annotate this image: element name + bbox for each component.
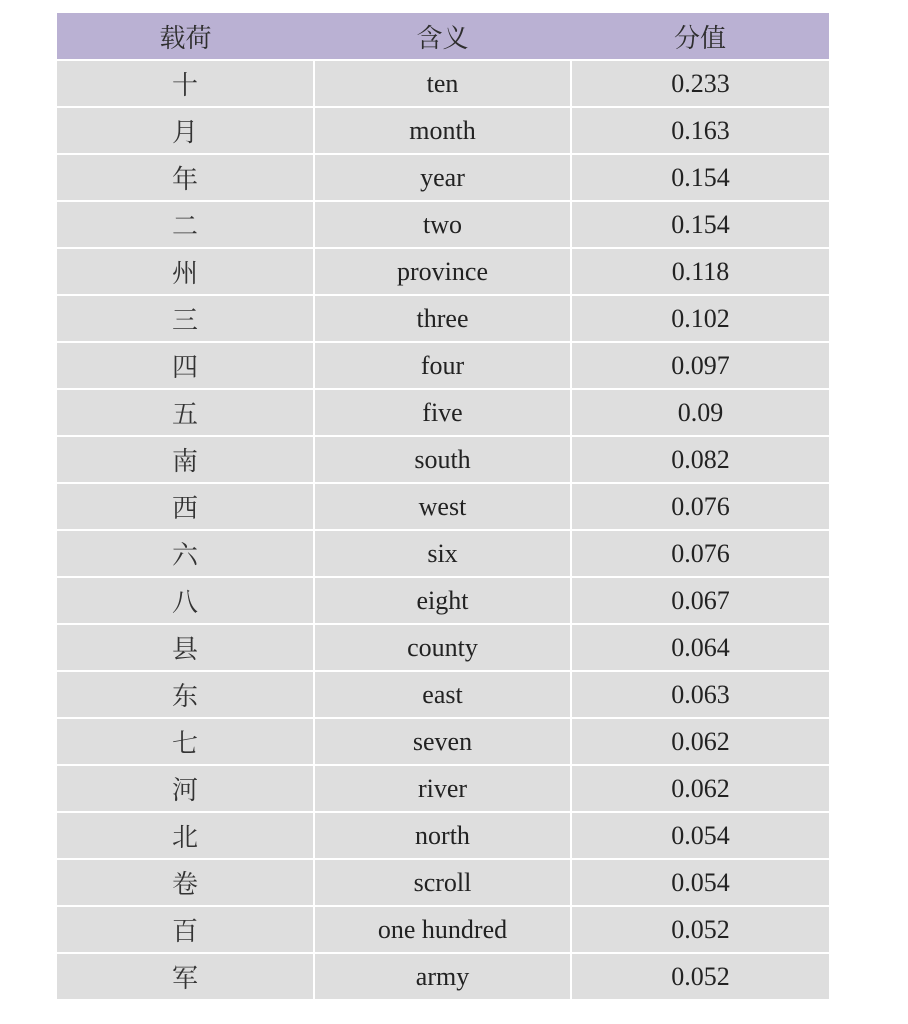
cell-score: 0.054 (571, 859, 829, 906)
table-body (57, 60, 829, 999)
cell-score: 0.09 (571, 389, 829, 436)
cell-meaning: army (314, 953, 571, 999)
cell-score: 0.067 (571, 577, 829, 624)
cell-load: 六 (57, 530, 314, 577)
table-row (57, 859, 829, 906)
cell-meaning: one hundred (314, 906, 571, 953)
cell-score: 0.063 (571, 671, 829, 718)
table-row (57, 812, 829, 859)
cell-load: 东 (57, 671, 314, 718)
table-caption-cropped (0, 0, 908, 10)
cell-score: 0.052 (571, 906, 829, 953)
table-row (57, 483, 829, 530)
cell-load: 四 (57, 342, 314, 389)
table-row (57, 718, 829, 765)
table-row (57, 107, 829, 154)
table-row (57, 248, 829, 295)
cell-meaning: river (314, 765, 571, 812)
cell-meaning: ten (314, 60, 571, 107)
cell-load: 卷 (57, 859, 314, 906)
cell-load: 二 (57, 201, 314, 248)
header-load: 载荷 (57, 13, 314, 60)
table-row (57, 906, 829, 953)
table-header-row (57, 13, 829, 60)
cell-load: 百 (57, 906, 314, 953)
cell-meaning: province (314, 248, 571, 295)
table-row (57, 60, 829, 107)
table-row (57, 577, 829, 624)
cell-load: 南 (57, 436, 314, 483)
cell-score: 0.062 (571, 765, 829, 812)
cell-score: 0.082 (571, 436, 829, 483)
cell-load: 军 (57, 953, 314, 999)
cell-load: 三 (57, 295, 314, 342)
cell-meaning: year (314, 154, 571, 201)
cell-load: 北 (57, 812, 314, 859)
cell-score: 0.233 (571, 60, 829, 107)
table-row (57, 342, 829, 389)
cell-score: 0.154 (571, 201, 829, 248)
cell-load: 年 (57, 154, 314, 201)
cell-meaning: west (314, 483, 571, 530)
cell-meaning: eight (314, 577, 571, 624)
cell-score: 0.064 (571, 624, 829, 671)
header-score: 分值 (571, 13, 829, 60)
cell-meaning: three (314, 295, 571, 342)
cell-score: 0.062 (571, 718, 829, 765)
table-row (57, 671, 829, 718)
cell-score: 0.118 (571, 248, 829, 295)
cell-load: 五 (57, 389, 314, 436)
cell-load: 月 (57, 107, 314, 154)
loadings-table (57, 13, 829, 999)
cell-meaning: month (314, 107, 571, 154)
cell-meaning: five (314, 389, 571, 436)
cell-score: 0.154 (571, 154, 829, 201)
table-row (57, 530, 829, 577)
cell-load: 河 (57, 765, 314, 812)
cell-meaning: two (314, 201, 571, 248)
cell-score: 0.076 (571, 530, 829, 577)
table-row (57, 389, 829, 436)
table-row (57, 154, 829, 201)
cell-meaning: six (314, 530, 571, 577)
cell-score: 0.163 (571, 107, 829, 154)
cell-meaning: north (314, 812, 571, 859)
cell-score: 0.097 (571, 342, 829, 389)
cell-score: 0.102 (571, 295, 829, 342)
table-row (57, 953, 829, 999)
cell-load: 十 (57, 60, 314, 107)
table-row (57, 201, 829, 248)
table-row (57, 295, 829, 342)
cell-meaning: county (314, 624, 571, 671)
cell-meaning: south (314, 436, 571, 483)
cell-load: 西 (57, 483, 314, 530)
cell-load: 八 (57, 577, 314, 624)
table-row (57, 436, 829, 483)
table-row (57, 765, 829, 812)
cell-score: 0.052 (571, 953, 829, 999)
cell-load: 县 (57, 624, 314, 671)
cell-meaning: seven (314, 718, 571, 765)
cell-score: 0.054 (571, 812, 829, 859)
cell-meaning: scroll (314, 859, 571, 906)
cell-meaning: east (314, 671, 571, 718)
header-meaning: 含义 (314, 13, 571, 60)
table-row (57, 624, 829, 671)
cell-load: 七 (57, 718, 314, 765)
cell-load: 州 (57, 248, 314, 295)
cell-score: 0.076 (571, 483, 829, 530)
cell-meaning: four (314, 342, 571, 389)
